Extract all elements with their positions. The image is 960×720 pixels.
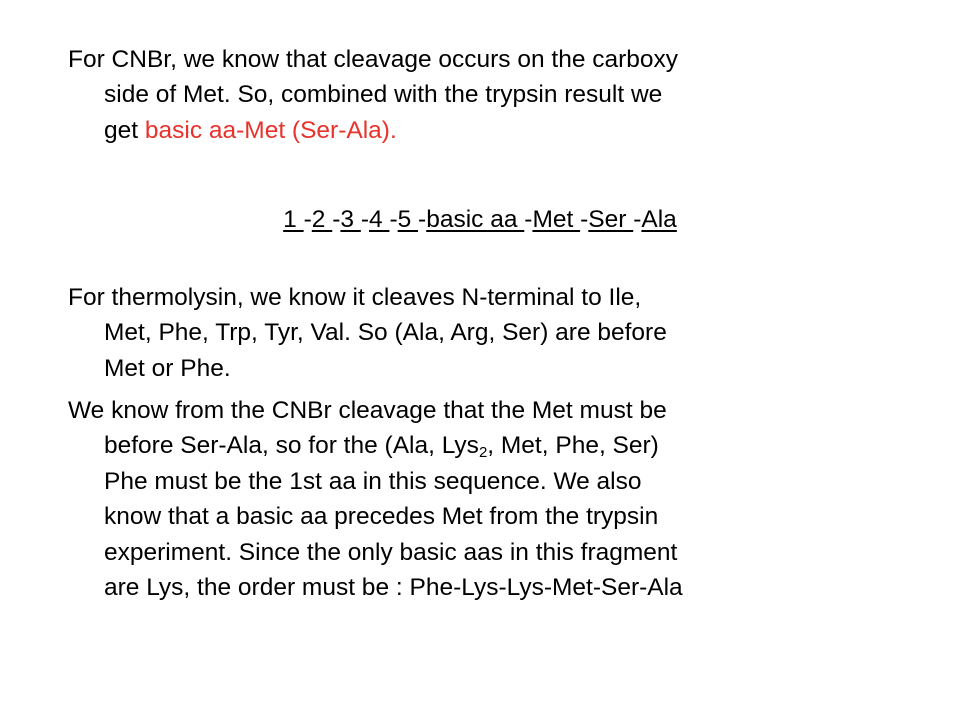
thermolysin-line-1: For thermolysin, we know it cleaves N-terminal to Ile, xyxy=(68,284,642,311)
sequence-position-4: 4 xyxy=(369,206,390,233)
conclusion-line-2-end: , Met, Phe, Ser) xyxy=(487,432,659,460)
sequence-met: Met xyxy=(532,206,581,233)
lys-subscript: 2 xyxy=(478,444,488,462)
cnbr-line-2: side of Met. So, combined with the trypsin result we xyxy=(104,81,663,109)
conclusion-line-6: are Lys, the order must be : Phe-Lys-Lys-Met-Ser-Ala xyxy=(104,574,683,602)
conclusion-line-1: We know from the CNBr cleavage that the Met must be xyxy=(68,397,667,424)
cnbr-line-1: For CNBr, we know that cleavage occurs on the carboxy xyxy=(68,46,679,73)
cnbr-paragraph xyxy=(68,42,898,148)
thermolysin-paragraph xyxy=(68,280,898,386)
sequence-separator: - xyxy=(633,206,642,233)
sequence-ala: Ala xyxy=(641,206,677,233)
sequence-position-5: 5 xyxy=(397,206,419,233)
sequence-separator: - xyxy=(332,206,341,233)
thermolysin-line-3: Met or Phe. xyxy=(104,354,231,382)
conclusion-line-4: know that a basic aa precedes Met from the trypsin xyxy=(104,503,659,531)
sequence-separator: - xyxy=(524,206,533,233)
conclusion-line-2-start: before Ser-Ala, so for the (Ala, Lys xyxy=(104,432,479,460)
conclusion-line-2 xyxy=(68,428,898,463)
sequence-separator: - xyxy=(580,206,589,233)
cnbr-highlight: basic aa-Met (Ser-Ala). xyxy=(144,116,397,144)
sequence-separator: - xyxy=(360,206,369,233)
sequence-separator: - xyxy=(389,206,398,233)
cnbr-line-3 xyxy=(68,113,898,148)
sequence-ser: Ser xyxy=(588,206,634,233)
conclusion-line-5: experiment. Since the only basic aas in this fragment xyxy=(104,538,678,566)
sequence-separator: - xyxy=(303,206,312,233)
sequence-position-2: 2 xyxy=(311,206,333,233)
sequence-position-3: 3 xyxy=(340,206,361,233)
sequence-basic-aa: basic aa xyxy=(426,206,525,233)
cnbr-line-3-prefix: get xyxy=(104,116,145,144)
conclusion-paragraph xyxy=(68,393,898,605)
thermolysin-line-2: Met, Phe, Trp, Tyr, Val. So (Ala, Arg, Ser) are before xyxy=(104,319,667,347)
conclusion-line-3: Phe must be the 1st aa in this sequence. We also xyxy=(104,467,642,495)
sequence-line xyxy=(0,202,960,237)
sequence-separator: - xyxy=(418,206,427,233)
sequence-position-1: 1 xyxy=(283,206,304,233)
